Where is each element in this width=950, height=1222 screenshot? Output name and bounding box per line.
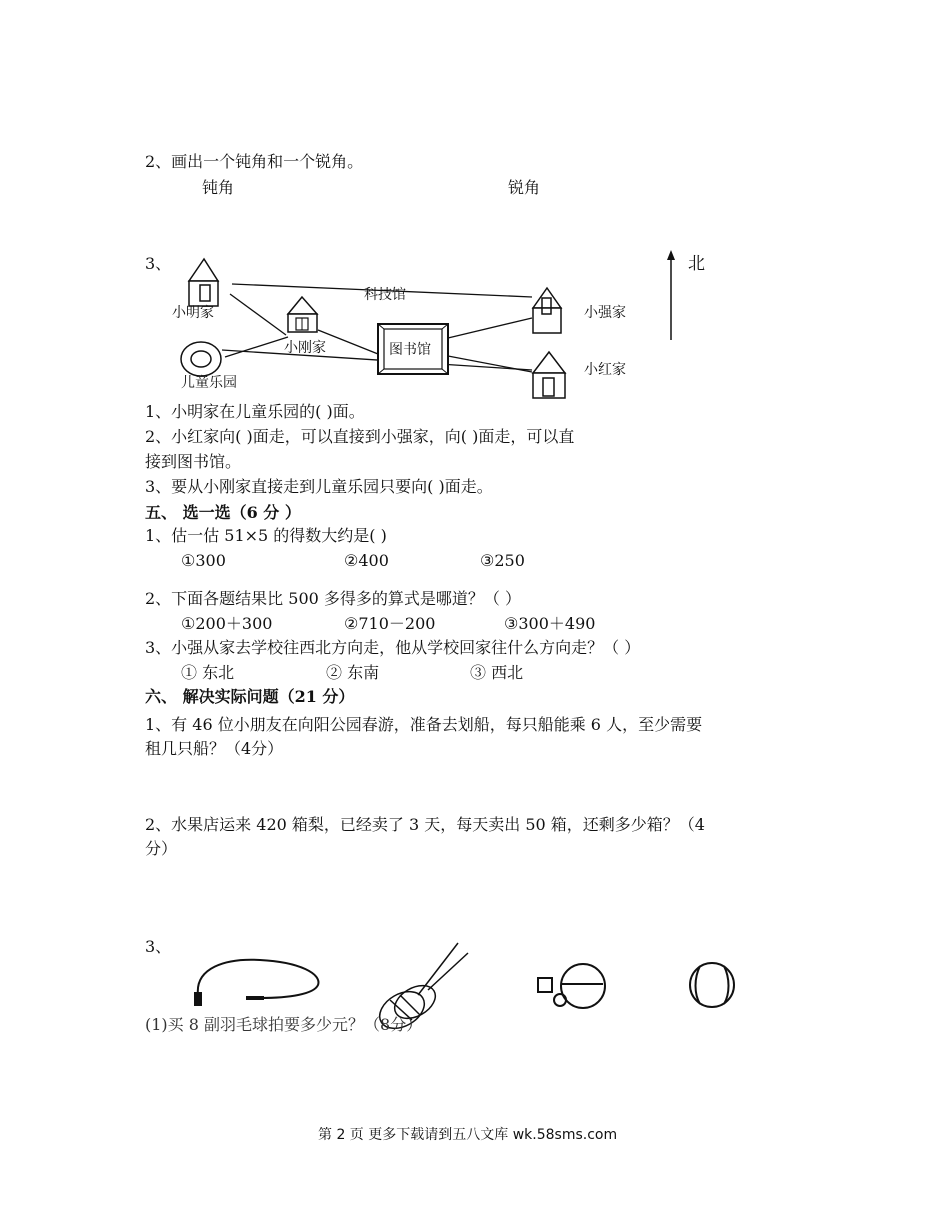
pingpong-paddle-icon [538, 964, 605, 1008]
obtuse-label: 钝角 [202, 178, 235, 197]
ball-icon [690, 963, 734, 1007]
s5-q3-text: 3、小强从家去学校往西北方向走，他从学校回家往什么方向走？（ ） [145, 638, 641, 657]
line-xiaoming-xiaogang [230, 294, 286, 335]
s5-q3-opt3: ③ 西北 [470, 663, 524, 682]
s6-q2-line1: 2、水果店运来 420 箱梨，已经卖了 3 天，每天卖出 50 箱，还剩多少箱？（4 [145, 815, 705, 834]
q3-item-1: 1、小明家在儿童乐园的( )面。 [145, 402, 365, 421]
label-xiaoming: 小明家 [172, 305, 214, 321]
s5-q1-opt2: ②400 [344, 551, 389, 570]
s5-q1-text: 1、估一估 51×5 的得数大约是( ) [145, 526, 387, 545]
s5-q2-opt2: ②710－200 [344, 614, 436, 633]
acute-label: 锐角 [508, 178, 541, 197]
xiaoming-house-icon [189, 259, 218, 306]
jump-rope-icon [195, 960, 318, 1005]
line-library-xiaoqiang [448, 318, 532, 338]
s6-q1-line2: 租几只船？（4分） [145, 739, 284, 758]
s5-q2-opt3: ③300＋490 [504, 614, 596, 633]
s6-q3-number: 3、 [145, 937, 172, 956]
s5-q3-opt2: ② 东南 [326, 663, 380, 682]
q3-number: 3、 [145, 254, 172, 273]
q3-item-2: 2、小红家向( )面走，可以直接到小强家，向( )面走，可以直 [145, 427, 575, 446]
line-xiaogang-library [318, 330, 378, 354]
label-park: 儿童乐园 [181, 375, 237, 391]
label-xiaoqiang: 小强家 [584, 305, 626, 321]
label-north: 北 [688, 254, 705, 274]
xiaogang-house-icon [288, 297, 317, 332]
s6-q2-line2: 分） [145, 839, 178, 858]
park-ring-icon [181, 342, 221, 376]
s5-q2-text: 2、下面各题结果比 500 多得多的算式是哪道？（ ） [145, 589, 521, 608]
q2-text: 2、画出一个钝角和一个锐角。 [145, 152, 364, 171]
s5-q1-opt1: ①300 [181, 551, 226, 570]
north-arrow-icon [667, 250, 675, 340]
page-footer: 第 2 页 更多下载请到五八文库 wk.58sms.com [318, 1127, 618, 1143]
section5-title: 五、 选一选（6 分 ） [145, 503, 301, 522]
s5-q1-opt3: ③250 [480, 551, 525, 570]
xiaohong-house-icon [533, 352, 565, 398]
s5-q2-opt1: ①200＋300 [181, 614, 273, 633]
xiaoqiang-house-icon [533, 288, 561, 333]
label-library: 图书馆 [389, 342, 431, 358]
section6-title: 六、 解决实际问题（21 分） [145, 687, 355, 706]
q3-item-2-cont: 接到图书馆。 [145, 452, 242, 471]
q3-item-3: 3、要从小刚家直接走到儿童乐园只要向( )面走。 [145, 477, 493, 496]
label-xiaohong: 小红家 [584, 362, 626, 378]
s6-q1-line1: 1、有 46 位小朋友在向阳公园春游，准备去划船，每只船能乘 6 人，至少需要 [145, 715, 703, 734]
label-keji: 科技馆 [364, 287, 406, 303]
label-xiaogang: 小刚家 [284, 340, 326, 356]
s5-q3-opt1: ① 东北 [181, 663, 235, 682]
s6-q3-sub: (1)买 8 副羽毛球拍要多少元？（8分） [145, 1015, 423, 1034]
